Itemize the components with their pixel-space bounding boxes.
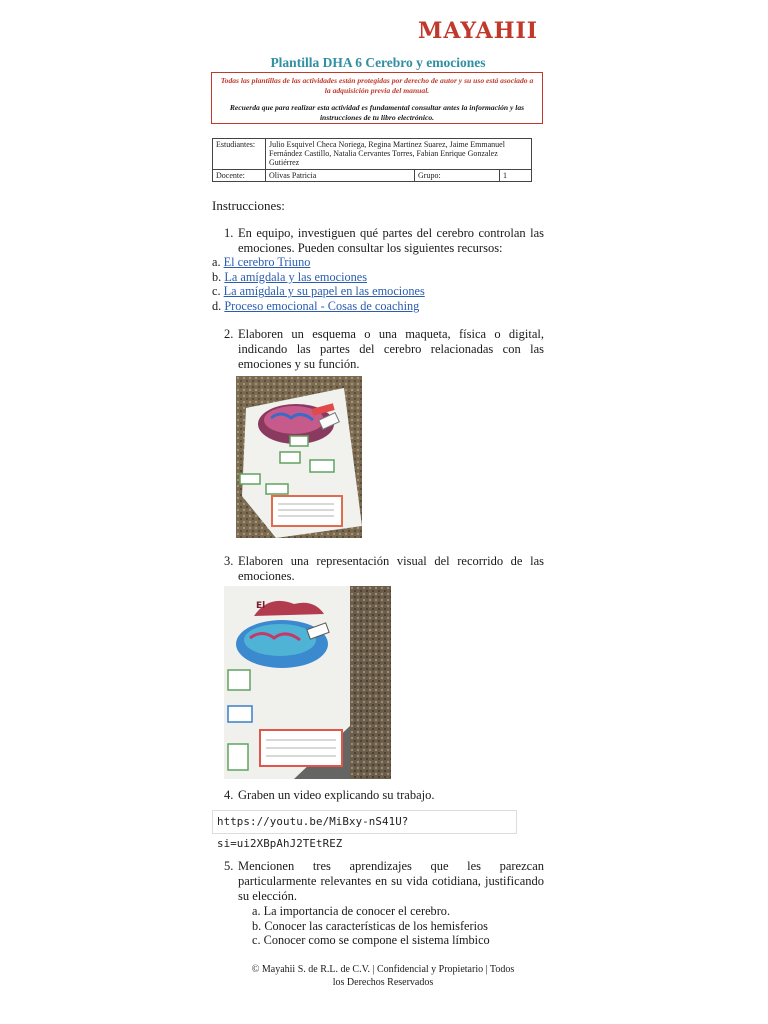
step-text: Elaboren un esquema o una maqueta, física o digital, indicando las partes del cerebro relacionadas con las emociones y su función. [238,327,544,371]
link-letter: b. [212,269,222,284]
document-title: Plantilla DHA 6 Cerebro y emociones [270,55,486,70]
teacher-value: Olivas Patricia [266,169,415,181]
link-cerebro-triuno[interactable]: El cerebro Triuno [223,255,311,269]
step-1 [224,226,546,256]
step-number: 3. [224,554,234,568]
link-letter: a. [212,255,221,269]
step-4 [224,788,546,804]
learning-text: La importancia de conocer el cerebro. [263,904,451,918]
student-info-table [212,138,532,182]
footer-line-1: © Mayahii S. de R.L. de C.V. | Confidencial y Propietario | Todos [251,964,515,975]
step-2 [224,327,546,372]
step-number: 2. [224,327,234,341]
group-label: Grupo: [415,169,500,181]
step-text: Mencionen tres aprendizajes que les parezcan particularmente relevantes en su vida cotidiana, justificando su elección. [238,859,544,903]
brain-model-photo-2 [224,586,391,779]
learning-text: Conocer las características de los hemisferios [264,919,488,933]
learning-letter: b. [252,919,262,933]
step-number: 4. [224,788,234,802]
students-value: Julio Esquivel Checa Noriega, Regina Martinez Suarez, Jaime Emmanuel Fernández Castillo, Natalia Cervantes Torres, Fabian Enrique Gonzalez Gutiérrez [266,139,532,170]
learning-item [252,904,450,918]
step-3 [224,554,546,584]
link-letter: c. [212,284,221,299]
step-text: En equipo, investiguen qué partes del cerebro controlan las emociones. Pueden consultar los siguientes recursos: [238,226,544,255]
learning-letter: a. [252,904,261,918]
copyright-notice [211,72,543,124]
teacher-label: Docente: [213,169,266,181]
learning-item [252,919,488,933]
step-text: Elaboren una representación visual del recorrido de las emociones. [238,554,544,583]
video-url-link[interactable]: https://youtu.be/MiBxy-nS41U?si=ui2XBpAhJ2TEtREZ [212,810,517,834]
resource-link-item [212,299,425,314]
link-amigdala-emociones[interactable]: La amígdala y las emociones [224,269,368,284]
footer-line-2: los Derechos Reservados [332,977,434,988]
svg-text:El: El [256,601,266,611]
learning-text: Conocer como se compone el sistema límbico [263,933,490,947]
brand-logo: MAYAHII [418,18,539,44]
link-amigdala-papel[interactable]: La amígdala y su papel en las emociones [223,284,425,299]
resource-link-item [212,284,425,299]
link-letter: d. [212,299,222,314]
footer [208,963,558,989]
resource-link-item [212,255,425,270]
resource-links [212,255,425,314]
step-number: 5. [224,859,234,873]
group-value: 1 [500,169,532,181]
step-number: 1. [224,226,234,240]
learning-item [252,933,490,947]
students-label: Estudiantes: [213,139,266,170]
brain-model-photo-1 [236,376,362,538]
link-proceso-emocional[interactable]: Proceso emocional - Cosas de coaching [224,299,420,314]
step-text: Graben un video explicando su trabajo. [238,788,435,802]
step-5 [224,859,546,905]
reminder-text: Recuerda que para realizar esta actividad es fundamental consultar antes la información y las instrucciones de tu libro electrónico. [229,102,525,122]
instructions-heading: Instrucciones: [212,198,285,213]
learning-letter: c. [252,933,261,947]
copyright-text: Todas las plantillas de las actividades están protegidas por derecho de autor y su uso está asociado a la adquisición previa del manual. [220,76,534,95]
resource-link-item [212,270,425,285]
